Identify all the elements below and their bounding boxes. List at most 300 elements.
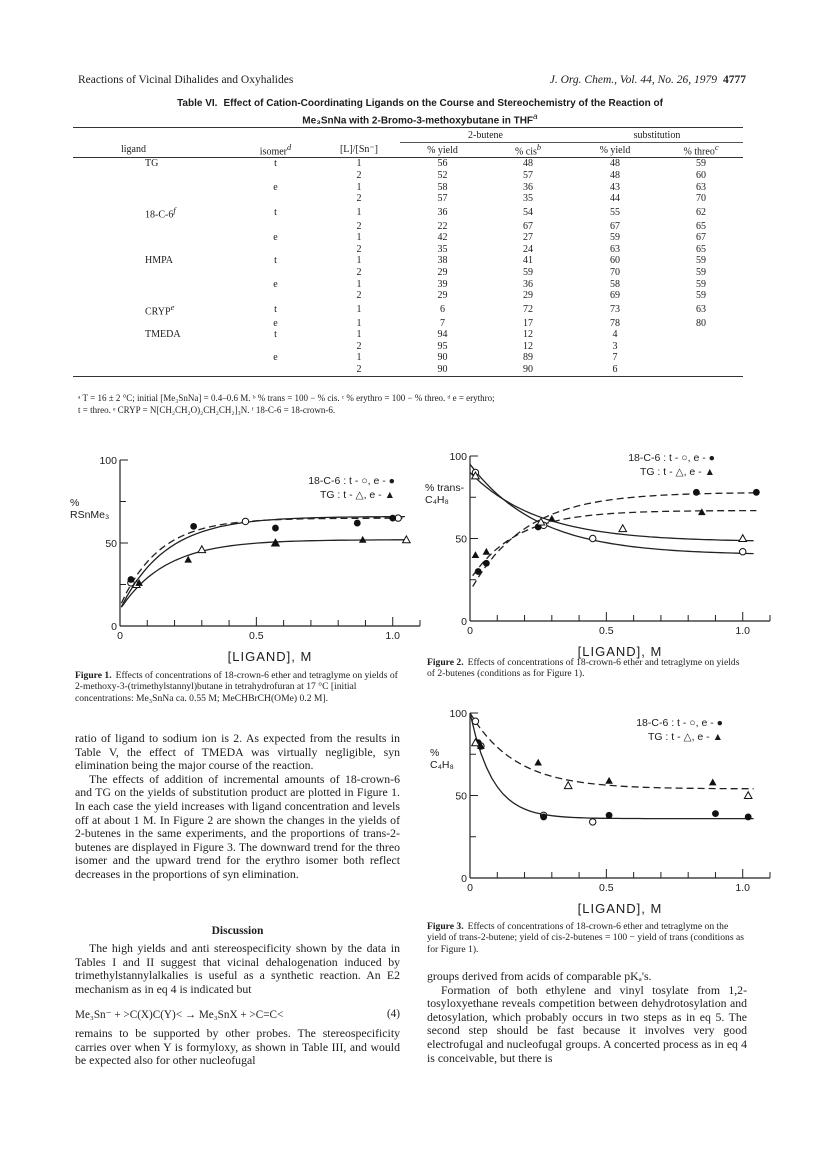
section-heading-discussion: Discussion <box>211 925 264 937</box>
figure-1-caption-text: Effects of concentrations of 18-crown-6 ether and tetraglyme on yields of 2-methoxy-3-(trimethylstannyl)butane in tetrahydrofuran at 17 °C [initial concentrations: Me₃SnNa ca. 0.55 M; MeCHBrCH(OMe) 0.2 M]. <box>75 670 398 704</box>
data-point-filled-circle <box>483 560 490 567</box>
paragraph: Formation of both ethylene and vinyl tosylate from 1,2-tosyloxyethane reveals competition between dehydrotosylation and detosylation, which probably occurs in two steps as in eq 5. The second step should be fast because it involves very good electrofugal and nucleofugal groups. A concerted process as in eq 4 is conceivable, but there is <box>427 982 747 1065</box>
data-point-filled-circle <box>475 568 482 575</box>
data-point-filled-triangle <box>359 536 367 543</box>
table-cell-value: TG <box>145 158 159 170</box>
x-tick-label: 0.5 <box>599 882 614 894</box>
table-cell <box>318 364 400 376</box>
data-point-filled-circle <box>540 814 547 821</box>
table-cell-value: 90 <box>437 352 448 364</box>
table-cell <box>318 244 400 256</box>
data-point-open-circle <box>590 535 596 541</box>
x-tick-label: 0.5 <box>249 630 264 642</box>
fit-curve-18-c-6-e <box>121 518 405 603</box>
data-point-open-triangle <box>564 782 572 789</box>
table-cell <box>659 364 743 376</box>
table-cell <box>659 193 743 205</box>
column-header <box>400 143 485 158</box>
table-cell <box>659 182 743 194</box>
table-body <box>73 158 743 376</box>
table-cell <box>318 205 400 221</box>
table-cell-value: 78 <box>610 317 620 329</box>
table-cell-value: 1 <box>356 206 362 218</box>
y-axis-label: C₄H₈ <box>425 494 449 506</box>
table-row <box>73 329 743 341</box>
table-cell <box>233 279 318 291</box>
table-cell <box>659 290 743 302</box>
table-cell-value: 24 <box>523 243 533 255</box>
table-cell-value: 54 <box>523 206 533 218</box>
table-cell-value: 70 <box>696 193 706 205</box>
y-tick-label: 0 <box>111 621 117 633</box>
fit-curve-tg-t <box>121 540 405 608</box>
table-cell <box>73 279 233 291</box>
table-cell-value: 18-C-6 <box>145 209 174 221</box>
x-axis-label: [LIGAND], M <box>227 649 313 664</box>
table-cell <box>400 193 485 205</box>
table-cell <box>659 352 743 364</box>
figure-2-label: Figure 2. <box>427 657 464 668</box>
table-cell <box>485 232 571 244</box>
x-tick-label: 0 <box>467 625 473 637</box>
table-cell <box>659 279 743 291</box>
table-cell <box>233 158 318 170</box>
table-cell <box>73 205 233 221</box>
column-header <box>571 143 659 158</box>
table-cell-value: 29 <box>523 290 533 302</box>
table-cell <box>571 244 659 256</box>
y-tick-label: 0 <box>461 616 467 628</box>
legend-line: TG : t - △, e - ▲ <box>639 466 715 478</box>
table-cell-value: 52 <box>437 169 448 181</box>
table-cell-value: 3 <box>612 340 618 352</box>
footnote-line-2: t = threo. ᵉ CRYP = N[CH₂CH₂O)₂CH₂CH₂]₃N. ᶠ 18-C-6 = 18-crown-6. <box>78 405 336 415</box>
table-row <box>73 302 743 318</box>
y-tick-label: 100 <box>449 708 467 720</box>
table-cell <box>400 267 485 279</box>
table-row <box>73 193 743 205</box>
data-point-filled-circle <box>693 489 700 496</box>
table-cell <box>659 318 743 330</box>
column-header-label: % yield <box>599 144 631 156</box>
data-point-filled-circle <box>190 523 197 530</box>
table-cell <box>659 232 743 244</box>
table-cell-value: 43 <box>610 181 620 193</box>
table-caption <box>100 98 740 127</box>
table-cell <box>318 232 400 244</box>
table-cell-value: 1 <box>356 255 362 267</box>
x-tick-label: 0 <box>117 630 123 642</box>
figure-3-chart <box>420 700 750 915</box>
left-column-text-bottom <box>75 1027 400 1068</box>
x-tick-label: 0 <box>467 882 473 894</box>
table-cell-value: 2 <box>356 243 362 255</box>
table-cell-value: 60 <box>610 255 620 267</box>
table-cell <box>571 205 659 221</box>
data-point-filled-triangle <box>548 515 556 522</box>
table-cell <box>571 221 659 233</box>
table-cell <box>73 352 233 364</box>
table-cell-value: 29 <box>437 267 448 278</box>
column-header <box>73 143 233 158</box>
table-cell <box>73 329 233 341</box>
data-point-open-triangle <box>744 792 752 799</box>
table-cell-value: 2 <box>356 193 362 205</box>
table-cell-value: e <box>273 181 278 193</box>
table-cell-value: 42 <box>437 232 448 244</box>
y-tick-label: 0 <box>461 873 467 885</box>
y-axis-label: C₄H₈ <box>430 759 454 771</box>
table-cell <box>400 329 485 341</box>
paragraph: remains to be supported by other probes. The stereospecificity carries over when Y is formyloxy, as shown in Table III, and would be expected also for other nucleofugal <box>75 1026 400 1068</box>
table-cell-value: t <box>274 206 277 218</box>
table-caption-note: a <box>533 111 538 121</box>
y-axis-label: RSnMe₃ <box>70 509 110 521</box>
table-cell-value: 59 <box>696 290 706 302</box>
table-row <box>73 158 743 170</box>
table-cell-value: 57 <box>437 193 448 205</box>
table-cell <box>233 364 318 376</box>
table-cell-value: 6 <box>440 303 445 315</box>
table-cell <box>73 255 233 267</box>
table-cell-value: 1 <box>356 232 362 244</box>
table-cell-value: 63 <box>696 181 706 193</box>
table-cell <box>233 193 318 205</box>
data-point-filled-circle <box>354 520 361 527</box>
table-cell <box>318 170 400 182</box>
table-cell <box>318 158 400 170</box>
column-header-label: ligand <box>121 144 146 156</box>
table-row <box>73 290 743 302</box>
y-tick-label: 50 <box>105 538 117 550</box>
table-cell <box>400 221 485 233</box>
table-cell-value: 63 <box>696 303 706 315</box>
table-row <box>73 318 743 330</box>
table-caption-line1: Effect of Cation-Coordinating Ligands on the Course and Stereochemistry of the Reaction of <box>223 98 663 109</box>
table-row <box>73 364 743 376</box>
table-cell <box>318 267 400 279</box>
data-point-open-circle <box>472 718 478 724</box>
figure-3 <box>420 700 750 915</box>
table-cell <box>233 182 318 194</box>
table-cell-value: 89 <box>523 352 533 364</box>
figure-1-caption <box>75 670 400 704</box>
table-cell <box>485 352 571 364</box>
header-page-number: 4777 <box>723 74 746 86</box>
table-cell <box>400 170 485 182</box>
legend-line: 18-C-6 : t - ○, e - ● <box>308 475 395 487</box>
table-cell <box>318 352 400 364</box>
table-cell-value: 63 <box>610 243 620 255</box>
table-cell <box>73 341 233 353</box>
table-row <box>73 221 743 233</box>
figure-3-caption <box>427 921 747 955</box>
table-cell-value: 58 <box>610 278 620 290</box>
table-cell-value: e <box>273 278 278 290</box>
table-cell <box>400 290 485 302</box>
table-caption-line2: Me₃SnNa with 2-Bromo-3-methoxybutane in THF <box>302 115 534 127</box>
y-axis-label: % trans- <box>425 482 465 494</box>
y-tick-label: 50 <box>455 533 467 546</box>
table-cell-value: 35 <box>437 243 448 255</box>
paragraph: ratio of ligand to sodium ion is 2. As expected from the results in Table V, the effect of TMEDA was virtually negligible, syn elimination being the major course of the reaction. <box>75 731 400 773</box>
data-point-filled-circle <box>389 515 396 522</box>
table-cell <box>318 341 400 353</box>
table-cell <box>485 318 571 330</box>
table-cell <box>485 158 571 170</box>
x-axis-label: [LIGAND], M <box>577 644 663 659</box>
table-cell <box>571 193 659 205</box>
table-cell <box>233 221 318 233</box>
equation-body: Me₃Sn⁻ + >C(X)C(Y)< → Me₃SnX + >C=C< <box>75 1009 284 1021</box>
table-cell <box>233 244 318 256</box>
table-cell-value: 1 <box>356 329 362 341</box>
table-cell <box>571 318 659 330</box>
column-header <box>233 143 318 158</box>
table-cell-value: 2 <box>356 267 362 278</box>
table-cell-value: 36 <box>523 278 533 290</box>
table-cell-value: 2 <box>356 169 362 181</box>
table-cell-value: 55 <box>610 206 620 218</box>
table-cell-value: 1 <box>356 278 362 290</box>
table-cell <box>485 364 571 376</box>
figure-2-caption-text: Effects of concentrations of 18-crown-6 ether and tetraglyme on yields of 2-butenes (conditions as for Figure 1). <box>427 657 740 680</box>
table-cell-value: 95 <box>437 340 448 352</box>
table-cell-value: TMEDA <box>145 329 181 341</box>
table-cell <box>73 232 233 244</box>
table-cell <box>400 158 485 170</box>
table-cell-value: 38 <box>437 255 448 267</box>
group-header-2-butene: 2-butene <box>400 128 571 143</box>
column-header-label: % yield <box>427 144 458 156</box>
table-cell-value: 48 <box>523 158 533 170</box>
table-row <box>73 232 743 244</box>
table-group-header-row <box>73 128 743 143</box>
table-cell-value: 48 <box>610 158 620 170</box>
table-cell-value: 94 <box>437 329 448 341</box>
table-cell <box>485 244 571 256</box>
table-cell <box>571 158 659 170</box>
table-cell <box>485 255 571 267</box>
table-cell <box>73 290 233 302</box>
table-cell <box>233 352 318 364</box>
table-row <box>73 352 743 364</box>
table-cell-value: 22 <box>437 220 448 232</box>
table-cell-value: 70 <box>610 267 620 278</box>
column-header <box>659 143 743 158</box>
table-cell-value: 27 <box>523 232 533 244</box>
ligand-note: e <box>170 302 175 312</box>
table-cell <box>485 170 571 182</box>
data-point-filled-triangle <box>483 548 491 555</box>
table-cell <box>485 341 571 353</box>
table-cell <box>571 341 659 353</box>
table-cell <box>485 329 571 341</box>
table-cell-value: 7 <box>440 317 445 329</box>
column-header-label: isomer <box>259 146 288 158</box>
y-tick-label: 50 <box>455 790 467 803</box>
table-cell <box>571 170 659 182</box>
header-journal: J. Org. Chem., Vol. 44, No. 26, 1979 <box>549 74 717 86</box>
table-cell <box>73 318 233 330</box>
table-cell <box>400 302 485 318</box>
running-header <box>78 74 746 90</box>
data-table <box>73 127 743 377</box>
data-point-filled-circle <box>128 576 135 583</box>
table-cell <box>571 255 659 267</box>
table-label: Table VI. <box>177 98 218 109</box>
table-cell-value: 90 <box>437 364 448 376</box>
table-cell <box>233 341 318 353</box>
table-cell <box>318 221 400 233</box>
table-cell <box>485 193 571 205</box>
table-row <box>73 341 743 353</box>
table-cell-value: 65 <box>696 220 706 232</box>
y-tick-label: 100 <box>449 451 467 463</box>
column-header-note: b <box>536 143 542 152</box>
paragraph: The effects of addition of incremental amounts of 18-crown-6 and TG on the yields of substitution product are plotted in Figure 1. In each case the yield increases with ligand concentration and levels off at about 1 M. In Figure 2 are shown the changes in the yields of 2-butenes in the same experiments, and the proportions of trans-2-butenes are displayed in Figure 3. The downward trend for the threo isomer and the upward trend for the erythro isomer both reflect decreases in the proportions of syn elimination. <box>75 771 400 881</box>
data-point-filled-circle <box>712 810 719 817</box>
table-cell <box>73 158 233 170</box>
data-point-filled-circle <box>753 489 760 496</box>
equation-number: (4) <box>386 1008 400 1020</box>
table-cell <box>400 318 485 330</box>
legend-line: TG : t - △, e - ▲ <box>319 489 395 501</box>
table-cell-value: CRYP <box>145 306 171 318</box>
y-axis-label: % <box>70 497 80 509</box>
table-cell <box>659 170 743 182</box>
table-row <box>73 205 743 221</box>
table-cell <box>233 329 318 341</box>
figure-2-chart <box>420 443 750 661</box>
table-cell <box>571 290 659 302</box>
table-cell-value: 59 <box>696 278 706 290</box>
table-cell-value: t <box>274 255 277 267</box>
data-point-open-circle <box>740 549 746 555</box>
table-cell-value: 36 <box>523 181 533 193</box>
table-cell-value: 29 <box>437 290 448 302</box>
table-cell <box>400 279 485 291</box>
data-point-filled-triangle <box>472 551 480 558</box>
table-cell <box>233 318 318 330</box>
table-cell <box>571 329 659 341</box>
table-cell <box>659 341 743 353</box>
table-cell <box>571 267 659 279</box>
table-cell <box>318 279 400 291</box>
table-cell <box>73 364 233 376</box>
table-cell <box>400 255 485 267</box>
legend-line: 18-C-6 : t - ○, e - ● <box>628 452 715 464</box>
table-cell <box>318 290 400 302</box>
table-cell <box>659 329 743 341</box>
column-header <box>485 143 571 158</box>
column-header-label: [L]/[Sn⁻] <box>339 144 379 156</box>
table-cell <box>400 352 485 364</box>
table-cell-value: 35 <box>523 193 533 205</box>
table-cell <box>318 182 400 194</box>
table-cell-value: 44 <box>610 193 620 205</box>
table-cell-value: 59 <box>696 267 706 278</box>
table-cell <box>659 244 743 256</box>
data-point-open-circle <box>242 518 248 524</box>
footnote-line-1: ᵃ T = 16 ± 2 °C; initial [Me₃SnNa] = 0.4–0.6 M. ᵇ % trans = 100 − % cis. ᶜ % erythro = 100 − % threo. ᵈ e = erythro; <box>78 393 495 403</box>
table-cell <box>233 302 318 318</box>
table-cell <box>318 255 400 267</box>
table-cell <box>318 302 400 318</box>
header-article-title: Reactions of Vicinal Dihalides and Oxyhalides <box>78 74 294 86</box>
table-cell <box>400 341 485 353</box>
table-cell-value: 67 <box>523 220 533 232</box>
table-cell-value: 48 <box>610 169 620 181</box>
table-cell-value: 2 <box>356 220 362 232</box>
table-cell <box>233 267 318 279</box>
figure-3-label: Figure 3. <box>427 921 464 932</box>
table-cell <box>73 193 233 205</box>
table-cell-value: t <box>274 303 277 315</box>
data-point-filled-circle <box>745 814 752 821</box>
table-cell <box>659 255 743 267</box>
table-cell-value: 4 <box>612 329 618 341</box>
table-column-header-row <box>73 143 743 158</box>
data-point-open-triangle <box>739 535 747 542</box>
ligand-note: f <box>173 205 176 215</box>
figure-1 <box>70 448 410 676</box>
table-cell-value: 12 <box>523 340 533 352</box>
table-cell-value: e <box>273 232 278 244</box>
table-cell-value: 39 <box>437 278 448 290</box>
figure-3-caption-text: Effects of concentrations of 18-crown-6 ether and tetraglyme on the yield of trans-2-butene; yield of cis-2-butenes = 100 − yield of trans (conditions as for Figure 1). <box>427 921 744 955</box>
column-header-note: c <box>714 143 719 152</box>
table-cell <box>73 170 233 182</box>
table-cell <box>73 244 233 256</box>
table-cell-value: 12 <box>523 329 533 341</box>
x-tick-label: 1.0 <box>735 625 751 637</box>
table-cell <box>571 352 659 364</box>
table-cell-value: 72 <box>523 303 533 315</box>
table-cell <box>318 318 400 330</box>
fit-curve-tg-e <box>473 511 757 576</box>
table-cell <box>571 364 659 376</box>
table-cell-value: e <box>273 317 278 329</box>
data-point-filled-triangle <box>534 759 542 766</box>
legend-line: 18-C-6 : t - ○, e - ● <box>636 717 723 729</box>
table-cell-value: e <box>273 352 278 364</box>
table-cell <box>400 244 485 256</box>
table-cell <box>233 170 318 182</box>
table-cell <box>485 279 571 291</box>
table-cell-value: 2 <box>356 340 362 352</box>
data-point-filled-circle <box>272 525 279 532</box>
table-cell <box>485 290 571 302</box>
table-cell-value: 67 <box>610 220 620 232</box>
table-cell-value: 6 <box>612 364 618 376</box>
y-axis-label: % <box>430 747 440 759</box>
table-cell <box>485 182 571 194</box>
table-cell <box>318 329 400 341</box>
table-cell <box>659 221 743 233</box>
data-point-open-triangle <box>198 546 206 553</box>
x-tick-label: 1.0 <box>735 882 751 894</box>
column-header-label: % cis <box>514 146 537 158</box>
x-axis-label: [LIGAND], M <box>577 901 663 916</box>
table-cell-value: 59 <box>696 255 706 267</box>
table-cell-value: 2 <box>356 290 362 302</box>
table-cell <box>571 302 659 318</box>
table-cell-value: 80 <box>696 317 706 329</box>
table-cell-value: 1 <box>356 303 362 315</box>
legend-line: TG : t - △, e - ▲ <box>647 731 723 743</box>
table-cell-value: 41 <box>523 255 533 267</box>
